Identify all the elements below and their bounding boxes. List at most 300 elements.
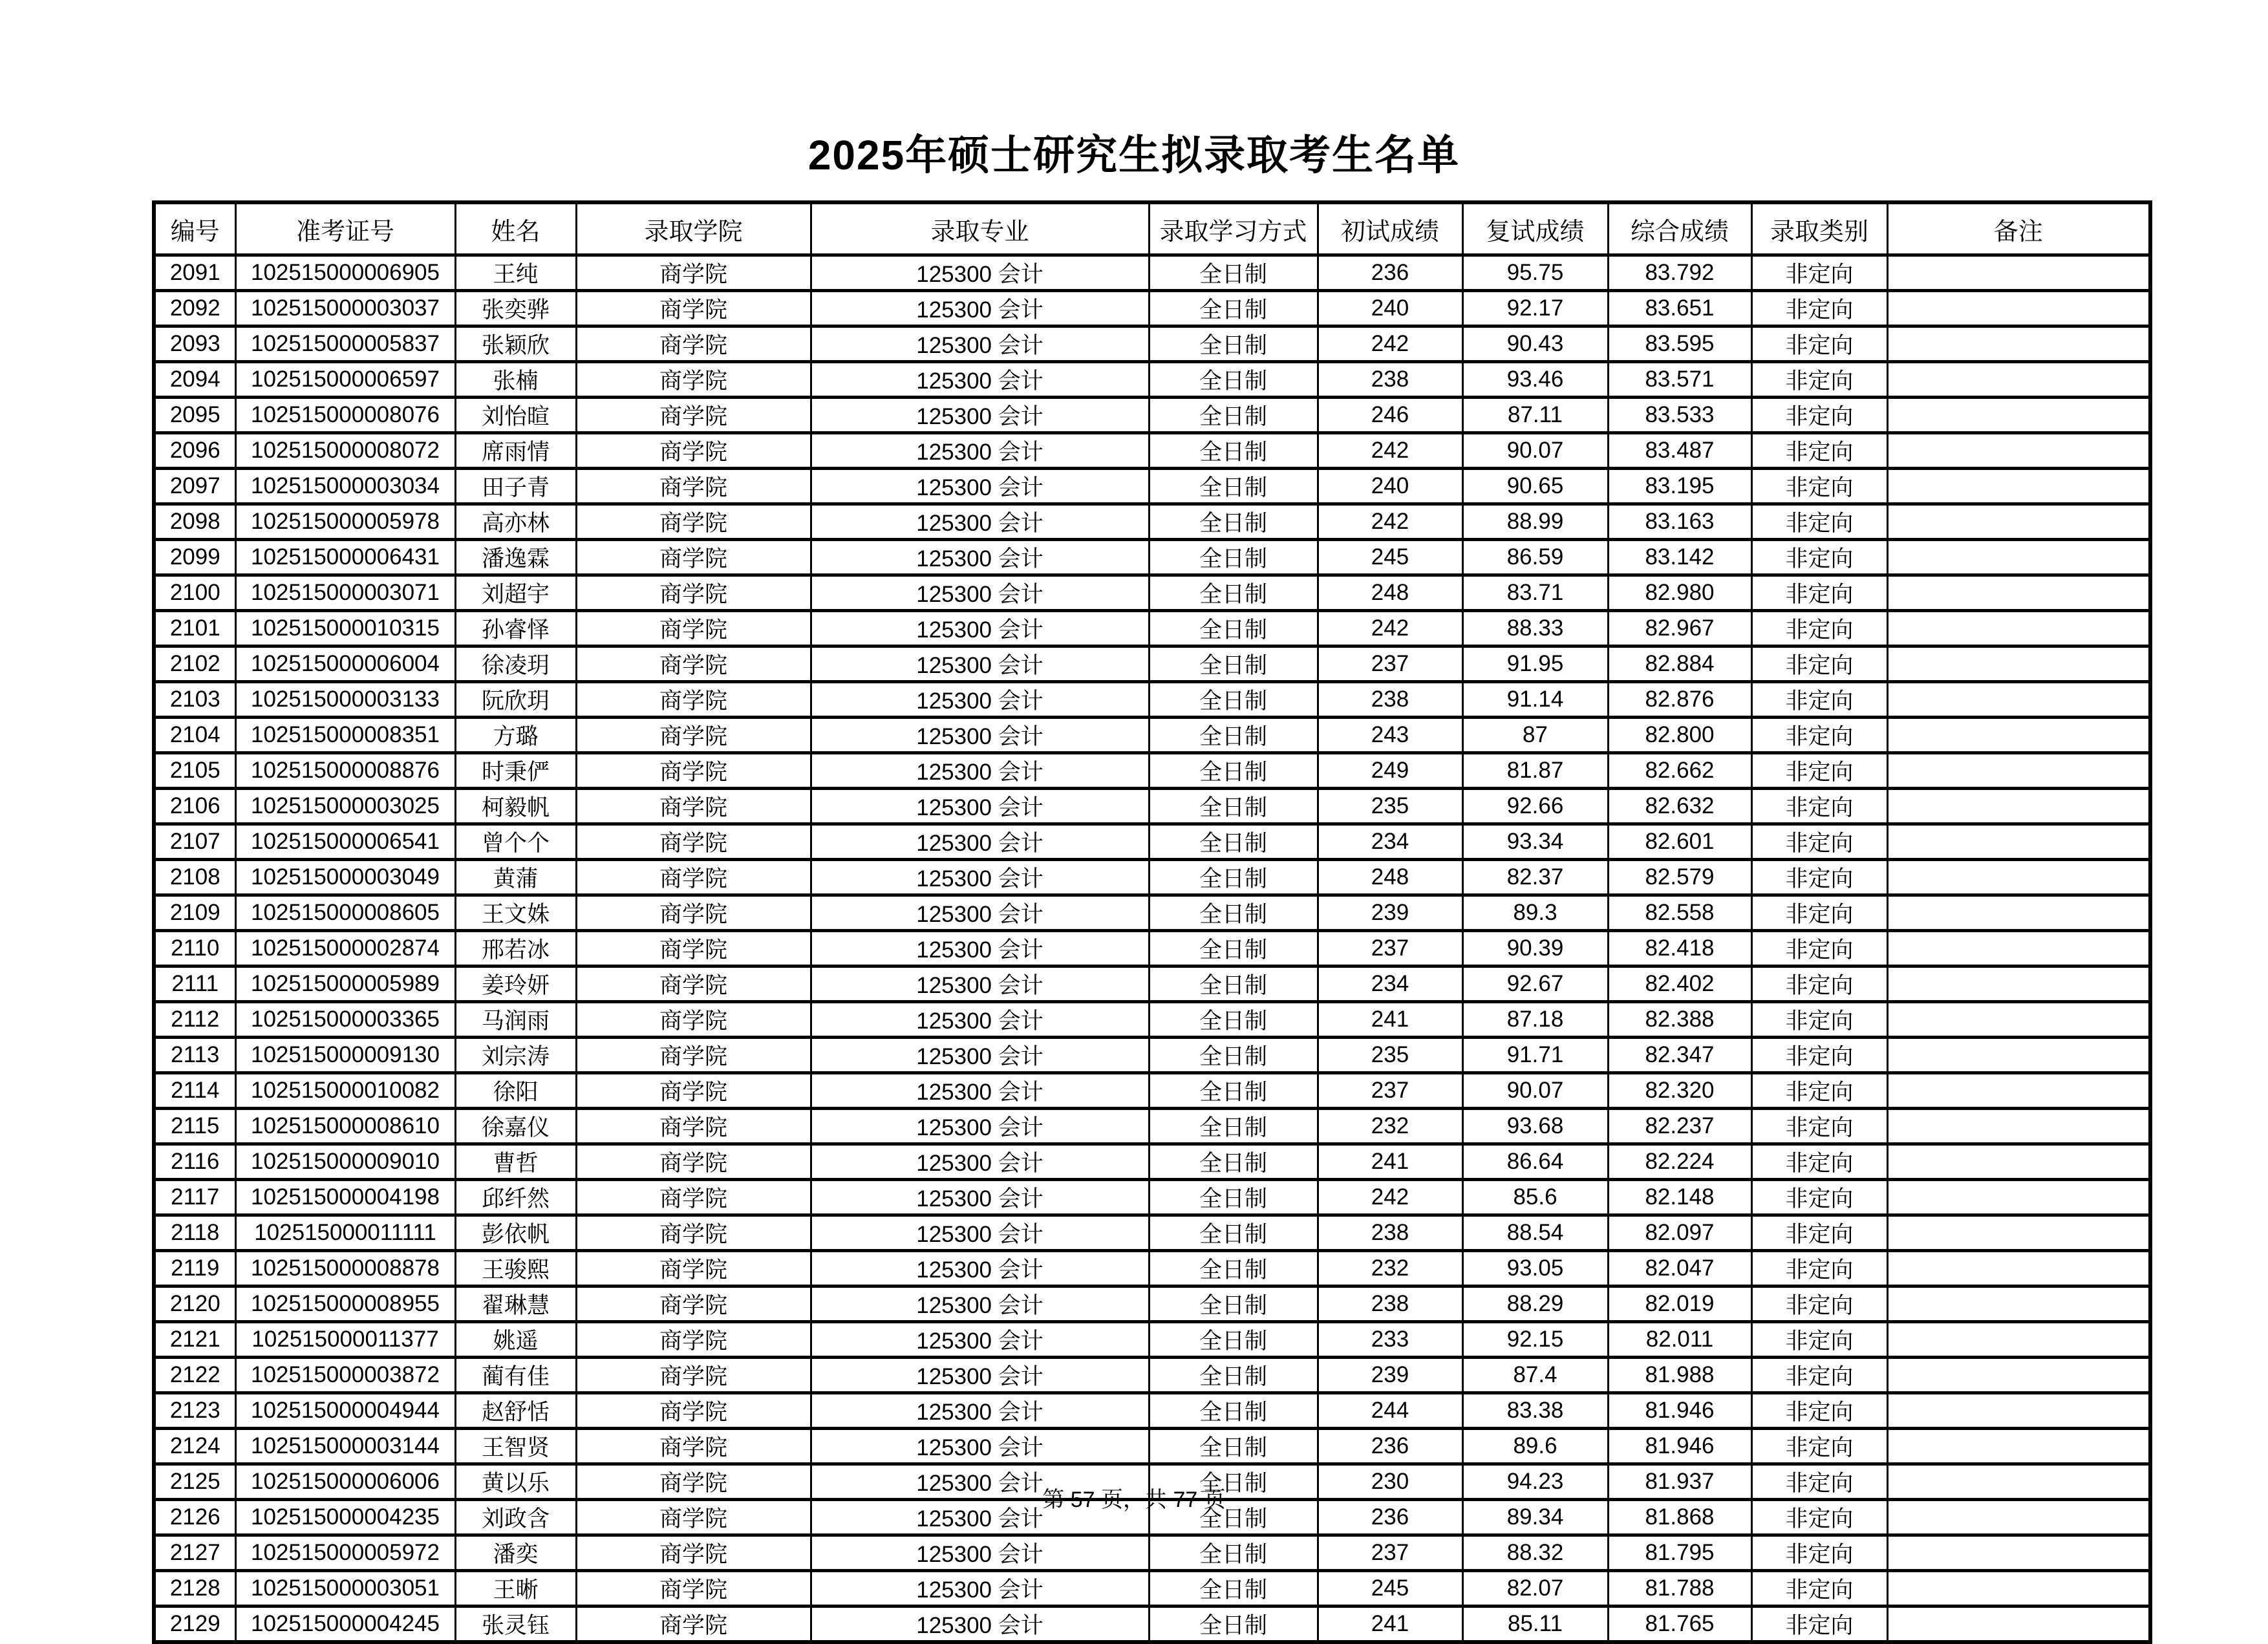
cell: 全日制 [1149,362,1318,398]
cell: 非定向 [1751,1144,1887,1180]
cell: 全日制 [1149,753,1318,789]
cell: 245 [1318,1571,1462,1607]
cell: 全日制 [1149,291,1318,326]
header-cell: 备注 [1887,202,2150,255]
cell: 125300 会计 [811,1322,1149,1358]
cell: 240 [1318,291,1462,326]
cell: 非定向 [1751,1535,1887,1571]
cell: 88.33 [1462,611,1608,646]
table-row [154,362,2150,398]
cell: 125300 会计 [811,1002,1149,1038]
cell: 232 [1318,1109,1462,1144]
cell [1887,1393,2150,1429]
header-cell: 复试成绩 [1462,202,1608,255]
cell: 91.14 [1462,682,1608,718]
cell: 102515000006431 [235,540,455,575]
cell: 241 [1318,1607,1462,1643]
table-row [154,646,2150,682]
cell: 243 [1318,718,1462,753]
cell: 非定向 [1751,682,1887,718]
cell: 全日制 [1149,824,1318,860]
table-row [154,1038,2150,1073]
cell [1887,931,2150,966]
header-cell: 编号 [154,202,235,255]
table-row [154,1144,2150,1180]
cell: 非定向 [1751,469,1887,504]
page-title: 2025年硕士研究生拟录取考生名单 [808,132,1460,178]
cell: 90.65 [1462,469,1608,504]
cell: 235 [1318,1038,1462,1073]
table-row [154,895,2150,931]
cell: 全日制 [1149,1429,1318,1464]
cell: 2111 [154,966,235,1002]
cell: 刘怡暄 [455,398,576,433]
cell [1887,1571,2150,1607]
cell: 非定向 [1751,1607,1887,1643]
cell: 姚遥 [455,1322,576,1358]
cell: 102515000008610 [235,1109,455,1144]
cell: 商学院 [576,753,811,789]
cell: 商学院 [576,1215,811,1251]
cell: 125300 会计 [811,1286,1149,1322]
cell: 82.601 [1608,824,1751,860]
cell: 邢若冰 [455,931,576,966]
cell: 95.75 [1462,255,1608,291]
header-cell: 姓名 [455,202,576,255]
cell: 2114 [154,1073,235,1109]
cell: 86.64 [1462,1144,1608,1180]
cell: 非定向 [1751,1500,1887,1535]
cell [1887,398,2150,433]
cell [1887,789,2150,824]
cell: 246 [1318,398,1462,433]
cell: 102515000005978 [235,504,455,540]
cell: 89.3 [1462,895,1608,931]
cell: 徐凌玥 [455,646,576,682]
cell: 82.37 [1462,860,1608,895]
cell: 商学院 [576,611,811,646]
cell: 2095 [154,398,235,433]
cell: 全日制 [1149,895,1318,931]
header-cell: 准考证号 [235,202,455,255]
cell: 238 [1318,362,1462,398]
cell: 非定向 [1751,433,1887,469]
cell: 商学院 [576,1429,811,1464]
cell: 91.95 [1462,646,1608,682]
cell: 82.980 [1608,575,1751,611]
cell: 102515000008072 [235,433,455,469]
cell: 125300 会计 [811,362,1149,398]
cell: 81.788 [1608,1571,1751,1607]
cell: 全日制 [1149,718,1318,753]
cell: 2113 [154,1038,235,1073]
cell: 时秉俨 [455,753,576,789]
cell: 非定向 [1751,966,1887,1002]
table-row [154,1215,2150,1251]
cell: 2117 [154,1180,235,1215]
cell: 商学院 [576,1038,811,1073]
cell: 102515000004198 [235,1180,455,1215]
cell: 241 [1318,1144,1462,1180]
cell: 商学院 [576,966,811,1002]
table-row [154,1286,2150,1322]
cell: 商学院 [576,469,811,504]
cell: 81.795 [1608,1535,1751,1571]
cell [1887,433,2150,469]
cell: 非定向 [1751,611,1887,646]
cell [1887,540,2150,575]
cell: 全日制 [1149,1607,1318,1643]
table-row [154,1109,2150,1144]
table-row [154,433,2150,469]
cell: 82.388 [1608,1002,1751,1038]
table-row [154,1571,2150,1607]
cell: 2094 [154,362,235,398]
cell: 239 [1318,895,1462,931]
cell: 方璐 [455,718,576,753]
cell [1887,646,2150,682]
table-body [154,255,2150,1643]
cell [1887,1002,2150,1038]
cell: 全日制 [1149,1286,1318,1322]
table-row [154,540,2150,575]
cell: 102515000005837 [235,326,455,362]
cell: 93.05 [1462,1251,1608,1286]
cell: 孙睿怿 [455,611,576,646]
table-row [154,1251,2150,1286]
cell: 81.868 [1608,1500,1751,1535]
cell [1887,1286,2150,1322]
cell: 125300 会计 [811,682,1149,718]
cell: 87 [1462,718,1608,753]
cell: 102515000009130 [235,1038,455,1073]
cell [1887,504,2150,540]
cell: 125300 会计 [811,1571,1149,1607]
cell: 125300 会计 [811,469,1149,504]
cell: 92.17 [1462,291,1608,326]
cell: 非定向 [1751,1109,1887,1144]
cell: 102515000008076 [235,398,455,433]
cell: 商学院 [576,1358,811,1393]
table-row [154,469,2150,504]
table-row [154,611,2150,646]
table-row [154,291,2150,326]
cell: 2125 [154,1464,235,1500]
cell: 全日制 [1149,1464,1318,1500]
cell: 商学院 [576,1322,811,1358]
cell [1887,255,2150,291]
cell: 85.6 [1462,1180,1608,1215]
cell: 82.320 [1608,1073,1751,1109]
cell: 125300 会计 [811,1429,1149,1464]
cell: 2109 [154,895,235,931]
cell: 2103 [154,682,235,718]
cell: 81.988 [1608,1358,1751,1393]
cell: 82.224 [1608,1144,1751,1180]
cell: 非定向 [1751,1464,1887,1500]
cell: 87.11 [1462,398,1608,433]
cell: 82.237 [1608,1109,1751,1144]
cell [1887,1180,2150,1215]
cell: 2100 [154,575,235,611]
cell: 2121 [154,1322,235,1358]
header-cell: 初试成绩 [1318,202,1462,255]
cell: 86.59 [1462,540,1608,575]
cell: 230 [1318,1464,1462,1500]
cell: 102515000008955 [235,1286,455,1322]
table-row [154,1535,2150,1571]
cell: 235 [1318,789,1462,824]
cell: 82.148 [1608,1180,1751,1215]
cell: 234 [1318,824,1462,860]
cell: 93.34 [1462,824,1608,860]
cell: 全日制 [1149,646,1318,682]
cell: 125300 会计 [811,1464,1149,1500]
table-row [154,1180,2150,1215]
cell: 2099 [154,540,235,575]
cell: 83.571 [1608,362,1751,398]
cell: 125300 会计 [811,1393,1149,1429]
cell: 席雨情 [455,433,576,469]
cell: 102515000011111 [235,1215,455,1251]
cell: 83.651 [1608,291,1751,326]
cell: 姜玲妍 [455,966,576,1002]
cell: 翟琳慧 [455,1286,576,1322]
cell: 88.54 [1462,1215,1608,1251]
cell: 81.87 [1462,753,1608,789]
cell: 242 [1318,504,1462,540]
table-row [154,1002,2150,1038]
cell: 2101 [154,611,235,646]
cell: 125300 会计 [811,291,1149,326]
cell: 非定向 [1751,1571,1887,1607]
cell [1887,1144,2150,1180]
cell: 商学院 [576,682,811,718]
cell: 125300 会计 [811,398,1149,433]
cell: 蔺有佳 [455,1358,576,1393]
cell: 全日制 [1149,1358,1318,1393]
table-header [154,202,2150,255]
cell: 非定向 [1751,1180,1887,1215]
cell: 125300 会计 [811,966,1149,1002]
cell: 2112 [154,1002,235,1038]
cell: 2093 [154,326,235,362]
cell: 商学院 [576,931,811,966]
cell: 237 [1318,931,1462,966]
cell: 81.765 [1608,1607,1751,1643]
cell: 商学院 [576,718,811,753]
cell: 125300 会计 [811,895,1149,931]
cell: 2102 [154,646,235,682]
cell: 2107 [154,824,235,860]
cell: 商学院 [576,1251,811,1286]
cell: 90.43 [1462,326,1608,362]
cell: 商学院 [576,1144,811,1180]
cell: 2108 [154,860,235,895]
cell: 102515000006541 [235,824,455,860]
cell: 82.347 [1608,1038,1751,1073]
cell: 83.533 [1608,398,1751,433]
cell: 商学院 [576,362,811,398]
cell: 张楠 [455,362,576,398]
cell: 125300 会计 [811,1038,1149,1073]
cell: 125300 会计 [811,931,1149,966]
cell: 125300 会计 [811,575,1149,611]
cell: 88.99 [1462,504,1608,540]
cell: 83.595 [1608,326,1751,362]
cell: 83.38 [1462,1393,1608,1429]
cell: 全日制 [1149,611,1318,646]
cell: 2104 [154,718,235,753]
cell: 102515000005989 [235,966,455,1002]
cell: 全日制 [1149,1002,1318,1038]
cell: 全日制 [1149,398,1318,433]
cell: 82.418 [1608,931,1751,966]
cell: 黄蒲 [455,860,576,895]
cell: 非定向 [1751,291,1887,326]
table-row [154,1358,2150,1393]
cell: 234 [1318,966,1462,1002]
cell: 125300 会计 [811,1215,1149,1251]
cell [1887,1607,2150,1643]
cell [1887,611,2150,646]
table-row [154,504,2150,540]
table-row [154,860,2150,895]
cell: 238 [1318,1286,1462,1322]
cell: 王智贤 [455,1429,576,1464]
cell: 125300 会计 [811,1251,1149,1286]
cell: 102515000004245 [235,1607,455,1643]
admission-table [152,200,2152,1644]
cell: 94.23 [1462,1464,1608,1500]
cell: 2120 [154,1286,235,1322]
cell: 商学院 [576,1535,811,1571]
cell: 商学院 [576,291,811,326]
cell [1887,895,2150,931]
cell: 商学院 [576,255,811,291]
cell: 商学院 [576,326,811,362]
cell: 商学院 [576,860,811,895]
cell: 柯毅帆 [455,789,576,824]
cell [1887,575,2150,611]
page-number: 第 57 页，共 77 页 [1042,1488,1226,1512]
cell: 102515000003365 [235,1002,455,1038]
cell: 244 [1318,1393,1462,1429]
cell: 232 [1318,1251,1462,1286]
cell: 非定向 [1751,718,1887,753]
cell: 102515000003071 [235,575,455,611]
table-row [154,1073,2150,1109]
cell: 89.34 [1462,1500,1608,1535]
header-cell: 录取专业 [811,202,1149,255]
cell: 82.662 [1608,753,1751,789]
cell [1887,753,2150,789]
cell: 237 [1318,1073,1462,1109]
table-row [154,824,2150,860]
table-row [154,718,2150,753]
cell: 非定向 [1751,575,1887,611]
cell: 125300 会计 [811,1500,1149,1535]
header-cell: 录取类别 [1751,202,1887,255]
cell: 全日制 [1149,1073,1318,1109]
table-row [154,398,2150,433]
cell: 102515000006006 [235,1464,455,1500]
cell: 非定向 [1751,1251,1887,1286]
cell: 2106 [154,789,235,824]
table-row [154,682,2150,718]
cell: 102515000003049 [235,860,455,895]
cell [1887,1215,2150,1251]
cell [1887,1251,2150,1286]
cell: 商学院 [576,433,811,469]
cell: 全日制 [1149,575,1318,611]
cell: 全日制 [1149,1500,1318,1535]
cell: 全日制 [1149,1535,1318,1571]
cell: 非定向 [1751,1286,1887,1322]
table-row [154,966,2150,1002]
cell [1887,682,2150,718]
cell: 91.71 [1462,1038,1608,1073]
cell: 商学院 [576,1109,811,1144]
cell: 商学院 [576,1180,811,1215]
cell: 83.792 [1608,255,1751,291]
cell: 高亦林 [455,504,576,540]
cell: 83.142 [1608,540,1751,575]
cell: 93.46 [1462,362,1608,398]
cell: 102515000008351 [235,718,455,753]
cell: 83.71 [1462,575,1608,611]
cell: 全日制 [1149,1322,1318,1358]
cell: 商学院 [576,1500,811,1535]
cell: 非定向 [1751,398,1887,433]
cell: 125300 会计 [811,1607,1149,1643]
cell: 王骏熙 [455,1251,576,1286]
cell: 82.579 [1608,860,1751,895]
cell: 商学院 [576,1607,811,1643]
cell: 93.68 [1462,1109,1608,1144]
cell: 张颖欣 [455,326,576,362]
cell: 102515000010082 [235,1073,455,1109]
cell: 82.402 [1608,966,1751,1002]
cell: 236 [1318,1429,1462,1464]
cell: 102515000003872 [235,1358,455,1393]
cell: 102515000006597 [235,362,455,398]
cell: 2116 [154,1144,235,1180]
cell: 非定向 [1751,646,1887,682]
cell: 125300 会计 [811,753,1149,789]
cell: 2122 [154,1358,235,1393]
cell: 曾个个 [455,824,576,860]
cell [1887,362,2150,398]
table-row [154,326,2150,362]
cell: 非定向 [1751,504,1887,540]
cell: 125300 会计 [811,611,1149,646]
cell: 全日制 [1149,966,1318,1002]
cell: 87.4 [1462,1358,1608,1393]
cell: 83.195 [1608,469,1751,504]
cell: 83.487 [1608,433,1751,469]
cell: 非定向 [1751,1322,1887,1358]
cell: 非定向 [1751,860,1887,895]
cell: 全日制 [1149,326,1318,362]
cell [1887,1429,2150,1464]
cell: 82.876 [1608,682,1751,718]
cell: 125300 会计 [811,646,1149,682]
cell: 王纯 [455,255,576,291]
table-row [154,1322,2150,1358]
cell: 全日制 [1149,255,1318,291]
cell: 83.163 [1608,504,1751,540]
